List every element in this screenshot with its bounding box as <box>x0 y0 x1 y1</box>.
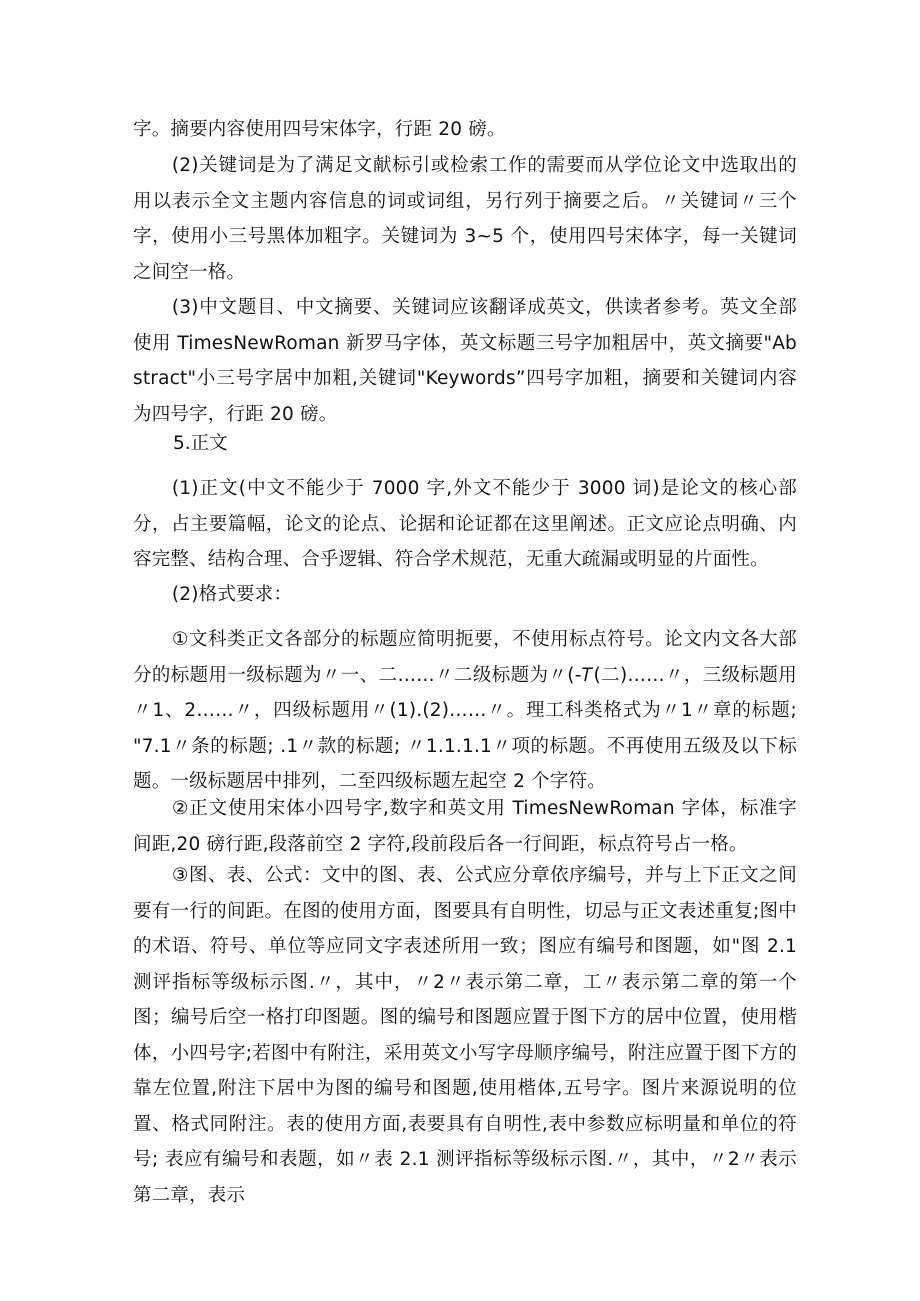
paragraph-keywords: (2)关键词是为了满足文献标引或检索工作的需要而从学位论文中选取出的用以表示全文主题内容信息的词或词组，另行列于摘要之后。〃关键词〃三个字，使用小三号黑体加粗字。关键词为 3~5 个，使用四号宋体字，每一关键词之间空一格。 <box>133 155 797 283</box>
section-heading-main-text: 5.正文 <box>173 433 228 454</box>
paragraph-english-translation: (3)中文题目、中文摘要、关键词应该翻译成英文，供读者参考。英文全部使用 TimesNewRoman 新罗马字体，英文标题三号字加粗居中，英文摘要"Abstract"小三号字居中加粗,关键词"Keywords”四号字加粗，摘要和关键词内容为四号字，行距 20 磅。 <box>133 297 797 425</box>
paragraph-abstract-end: 字。摘要内容使用四号宋体字，行距 20 磅。 <box>133 119 506 140</box>
paragraph-heading-levels: ①文科类正文各部分的标题应简明扼要，不使用标点符号。论文内文各大部分的标题用一级标题为〃一、二……〃二级标题为〃(-𝑇(二)……〃，三级标题用〃1、2……〃，四级标题用〃(1).(2)……〃。理工科类格式为〃1〃章的标题; "7.1〃条的标题; .1〃款的标题; 〃1.1.1.1〃项的标题。不再使用五级及以下标题。一级标题居中排列，二至四级标题左起空 2 个字符。 <box>133 629 797 792</box>
paragraph-main-text-requirement: (1)正文(中文不能少于 7000 字,外文不能少于 3000 词)是论文的核心部分，占主要篇幅，论文的论点、论据和论证都在这里阐述。正文应论点明确、内容完整、结构合理、合乎逻辑、符合学术规范，无重大疏漏或明显的片面性。 <box>133 478 797 570</box>
paragraph-format-requirements: (2)格式要求： <box>171 584 293 605</box>
paragraph-font-spacing: ②正文使用宋体小四号字,数字和英文用 TimesNewRoman 字体，标准字间距,20 磅行距,段落前空 2 字符,段前段后各一行间距，标点符号占一格。 <box>133 798 797 855</box>
paragraph-figures-tables-formulas: ③图、表、公式：文中的图、表、公式应分章依序编号，并与上下正文之间要有一行的间距。在图的使用方面，图要具有自明性，切忌与正文表述重复;图中的术语、符号、单位等应同文字表述所用一致；图应有编号和图题，如"图 2.1 测评指标等级标示图.〃，其中，〃2〃表示第二章，工〃表示第二章的第一个图；编号后空一格打印图题。图的编号和图题应置于图下方的居中位置，使用楷体，小四号字;若图中有附注，采用英文小写字母顺序编号，附注应置于图下方的靠左位置,附注下居中为图的编号和图题,使用楷体,五号字。图片来源说明的位置、格式同附注。表的使用方面,表要具有自明性,表中参数应标明量和单位的符号; 表应有编号和表题，如〃表 2.1 测评指标等级标示图.〃，其中，〃2〃表示第二章，表示 <box>133 865 797 1206</box>
